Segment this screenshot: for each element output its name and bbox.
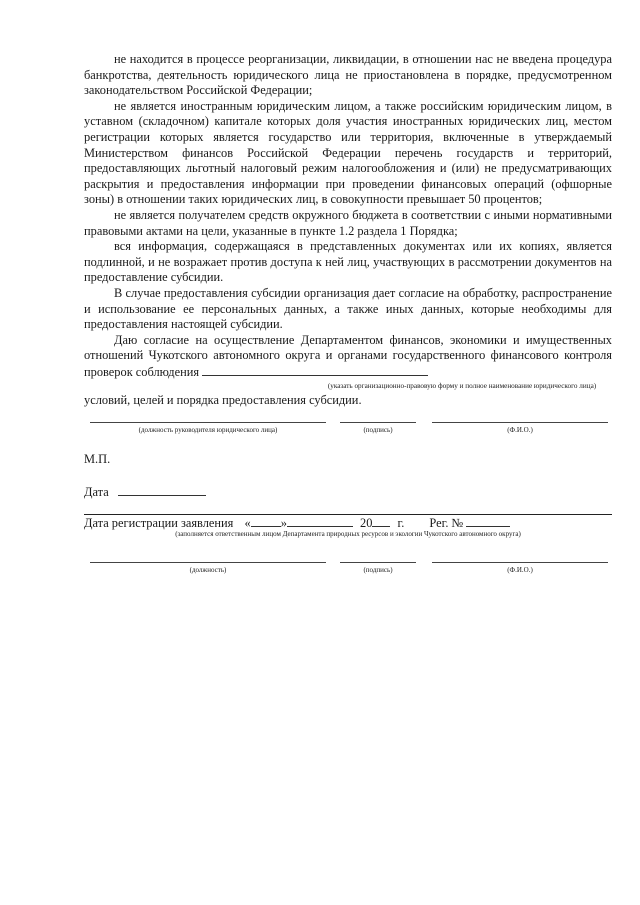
registration-number-label: Рег. № bbox=[429, 516, 464, 530]
registration-day-field[interactable] bbox=[251, 515, 281, 527]
official-signature-field[interactable] bbox=[340, 562, 416, 563]
registration-close-quote: » bbox=[280, 516, 287, 530]
official-signature-block bbox=[84, 562, 612, 584]
official-name-caption: (Ф.И.О.) bbox=[507, 566, 533, 574]
official-position-caption: (должность) bbox=[189, 566, 227, 574]
official-signature-caption: (подпись) bbox=[363, 566, 393, 574]
registration-year-prefix: 20 bbox=[360, 516, 373, 530]
official-name-field[interactable] bbox=[432, 562, 608, 563]
registration-month-field[interactable] bbox=[287, 515, 353, 527]
official-position-column bbox=[90, 562, 326, 575]
head-name-field[interactable] bbox=[432, 422, 608, 423]
paragraph-audit-consent-end: условий, целей и порядка предоставления субсидии. bbox=[84, 393, 362, 408]
registration-open-quote: « bbox=[244, 516, 251, 530]
official-signature-column bbox=[340, 562, 416, 575]
stamp-place-label: М.П. bbox=[84, 452, 111, 466]
date-row bbox=[84, 484, 206, 500]
organization-name-caption: (указать организационно-правовую форму и полное наименование юридического лица) bbox=[327, 382, 597, 391]
head-position-field[interactable] bbox=[90, 422, 326, 423]
paragraph-personal-data-consent: В случае предоставления субсидии организация дает согласие на обработку, распространение и использование ее персональных данных, а также иных данных, которые необходимы для предоставления настоящей субсидии. bbox=[84, 285, 612, 332]
registration-year-field[interactable] bbox=[372, 515, 390, 527]
head-signature-field[interactable] bbox=[340, 422, 416, 423]
head-signature-block bbox=[84, 422, 612, 444]
head-name-caption: (Ф.И.О.) bbox=[507, 426, 533, 434]
head-position-column bbox=[90, 422, 326, 435]
registration-year-suffix: г. bbox=[397, 516, 405, 530]
date-label: Дата bbox=[84, 485, 109, 499]
paragraph-audit-consent bbox=[84, 333, 612, 381]
paragraph-information-authenticity: вся информация, содержащаяся в представленных документах или их копиях, является подлинной, и не возражает против доступа к ней лиц, участвующих в рассмотрении документов на предоставление субсидии. bbox=[84, 239, 612, 285]
registration-note: (заполняется ответственным лицом Департамента природных ресурсов и экологии Чукотского автономного округа) bbox=[175, 530, 521, 538]
paragraph-reorganization: не находится в процессе реорганизации, ликвидации, в отношении нас не введена процедура банкротства, деятельность юридического лица не приостановлена в порядке, предусмотренном законодательством Российской Федерации; bbox=[84, 52, 612, 98]
official-position-field[interactable] bbox=[90, 562, 326, 563]
head-name-column bbox=[432, 422, 608, 435]
head-signature-column bbox=[340, 422, 416, 435]
registration-label: Дата регистрации заявления bbox=[84, 516, 234, 530]
conditions-text bbox=[84, 52, 612, 409]
head-signature-caption: (подпись) bbox=[363, 426, 393, 434]
date-field[interactable] bbox=[118, 484, 206, 496]
head-position-caption: (должность руководителя юридического лица) bbox=[138, 426, 278, 434]
audit-consent-text: Даю согласие на осуществление Департаментом финансов, экономики и имущественных отношений Чукотского автономного округа и органами государственного финансового контроля проверок соблюдения bbox=[84, 332, 612, 379]
registration-row bbox=[84, 514, 612, 531]
official-name-column bbox=[432, 562, 608, 575]
organization-name-field[interactable] bbox=[202, 364, 428, 376]
registration-number-field[interactable] bbox=[466, 515, 510, 527]
paragraph-foreign-entity: не является иностранным юридическим лицом, а также российским юридическим лицом, в уставном (складочном) капитале которых доля участия иностранных юридических лиц, местом регистрации которых является государство или территория, включенные в утверждаемый Министерством финансов Российской Федерации перечень государств и территорий, предоставляющих льготный налоговый режим налогообложения и (или) не предусматривающих раскрытия и предоставления информации при проведении финансовых операций (офшорные зоны) в отношении таких юридических лиц, в совокупности превышает 50 процентов; bbox=[84, 98, 612, 207]
paragraph-budget-recipient: не является получателем средств окружного бюджета в соответствии с иными нормативными правовыми актами на цели, указанные в пункте 1.2 раздела 1 Порядка; bbox=[84, 207, 612, 238]
